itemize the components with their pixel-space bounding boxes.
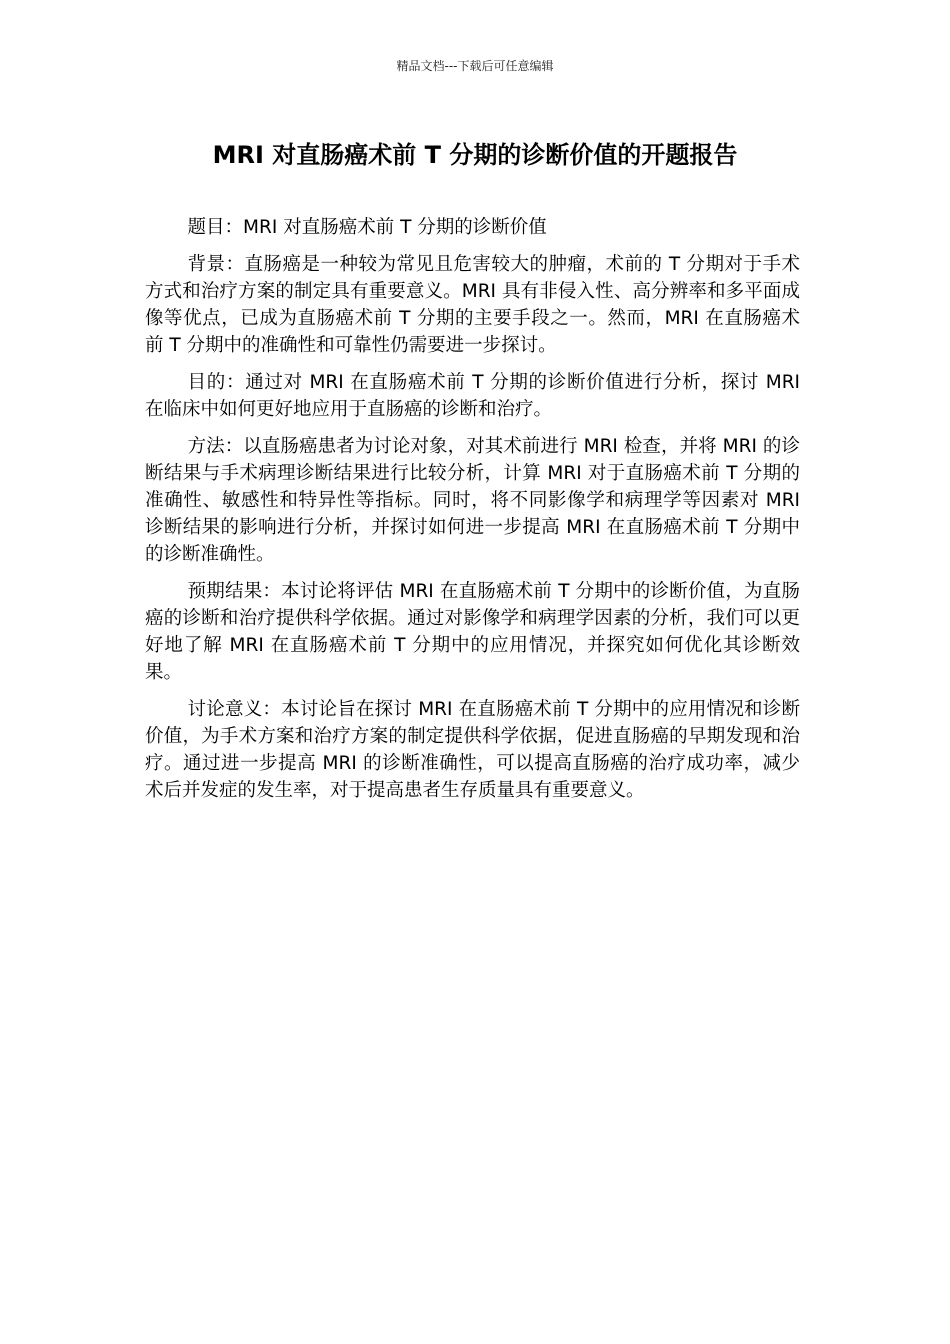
document-body xyxy=(145,214,800,814)
page-header-note: 精品文档---下载后可任意编辑 xyxy=(396,59,554,73)
paragraph-topic: 题目：MRI 对直肠癌术前 T 分期的诊断价值 xyxy=(187,217,547,238)
paragraph-purpose: 目的：通过对 MRI 在直肠癌术前 T 分期的诊断价值进行分析，探讨 MRI 在临床中如何更好地应用于直肠癌的诊断和治疗。 xyxy=(145,372,800,420)
paragraph-method: 方法：以直肠癌患者为讨论对象，对其术前进行 MRI 检查，并将 MRI 的诊断结果与手术病理诊断结果进行比较分析，计算 MRI 对于直肠癌术前 T 分期的准确性、敏感性和特异性等指标。同时，将不同影像学和病理学等因素对 MRI 诊断结果的影响进行分析，并探讨如何进一步提高 MRI 在直肠癌术前 T 分期中的诊断准确性。 xyxy=(145,436,800,565)
paragraph-background: 背景：直肠癌是一种较为常见且危害较大的肿瘤，术前的 T 分期对于手术方式和治疗方案的制定具有重要意义。MRI 具有非侵入性、高分辨率和多平面成像等优点，已成为直肠癌术前 T 分期的主要手段之一。然而，MRI 在直肠癌术前 T 分期中的准确性和可靠性仍需要进一步探讨。 xyxy=(145,254,800,356)
document-title: MRI 对直肠癌术前 T 分期的诊断价值的开题报告 xyxy=(212,141,738,169)
paragraph-significance: 讨论意义：本讨论旨在探讨 MRI 在直肠癌术前 T 分期中的应用情况和诊断价值，为手术方案和治疗方案的制定提供科学依据，促进直肠癌的早期发现和治疗。通过进一步提高 MRI 的诊断准确性，可以提高直肠癌的治疗成功率，减少术后并发症的发生率，对于提高患者生存质量具有重要意义。 xyxy=(145,699,800,801)
paragraph-expected-results: 预期结果：本讨论将评估 MRI 在直肠癌术前 T 分期中的诊断价值，为直肠癌的诊断和治疗提供科学依据。通过对影像学和病理学因素的分析，我们可以更好地了解 MRI 在直肠癌术前 T 分期中的应用情况，并探究如何优化其诊断效果。 xyxy=(145,581,800,683)
